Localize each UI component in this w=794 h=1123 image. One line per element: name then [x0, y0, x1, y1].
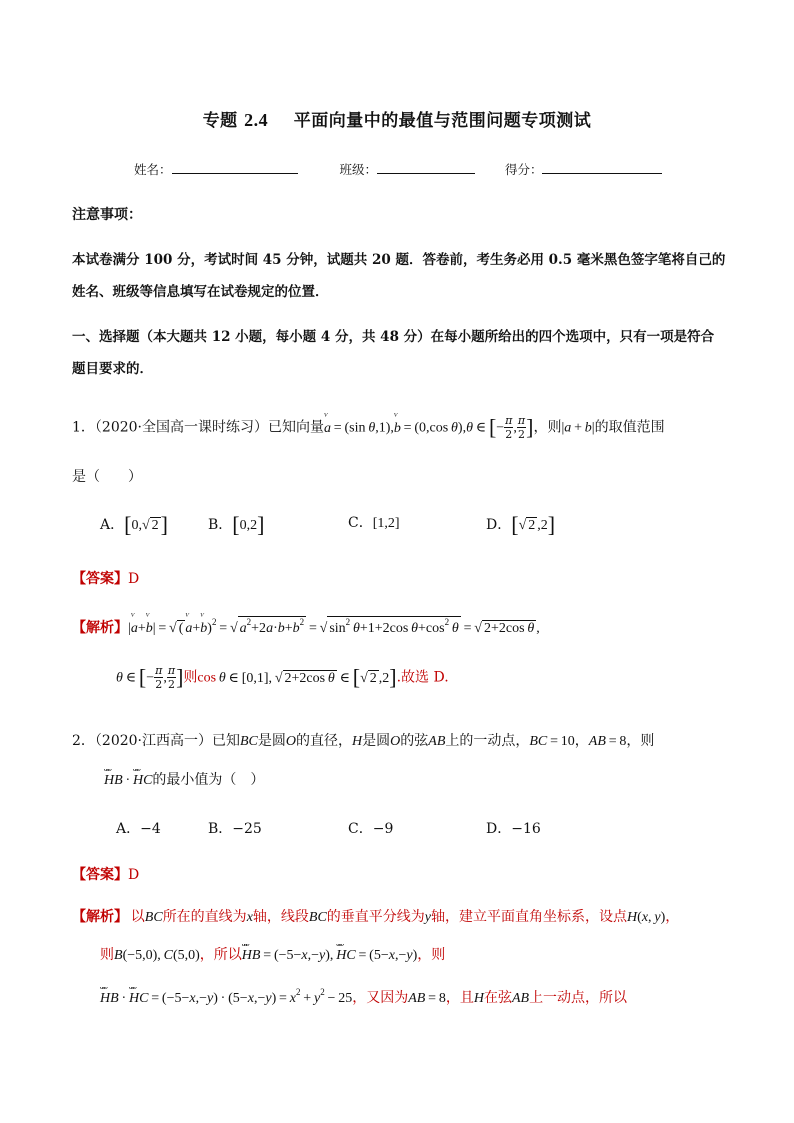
- q2-option-d[interactable]: D．−16: [486, 821, 541, 837]
- notice-line-2: 姓名、班级等信息填写在试卷规定的位置．: [72, 284, 329, 300]
- q2-analysis-line-1: 【解析】 以BC所在的直线为x轴，线段BC的垂直平分线为y轴，建立平面直角坐标系，设点H(x, y)，: [72, 909, 680, 925]
- title-text: 平面向量中的最值与范围问题专项测试: [293, 111, 592, 131]
- score-label: 得分：: [504, 162, 543, 177]
- title-prefix: 专题: [202, 111, 238, 131]
- q1-option-a[interactable]: A．[0,√ 2]: [100, 512, 168, 537]
- q2-answer: 【答案】D: [72, 867, 140, 883]
- q2-analysis-line-2: 则B(−5,0), C(5,0)，所以ᴗᴗᴗ HB = (−5−x,−y), ᴗᴗᴗ HC = (5−x,−y)，则: [100, 944, 445, 964]
- question-2-stem: 2．（2020·江西高一）已知BC是圆O的直径，H是圆O的弦AB上的一动点，BC = 10，AB = 8，则: [72, 733, 655, 749]
- notice-line-1: 本试卷满分 100 分，考试时间 45 分钟，试题共 20 题．答卷前，考生务必用 0.5 毫米黑色签字笔将自己的: [72, 252, 726, 268]
- section-heading-line-2: 题目要求的．: [72, 361, 153, 377]
- class-blank[interactable]: [377, 161, 475, 174]
- q1-analysis-line-2: θ ∈ [− $\frac{\pi}{2}$ , $\frac{\pi}{2}$ ]则cos θ ∈ [0,1], √ 2+2cos θ ∈ [√ 2 ,2].故选 D.: [116, 664, 449, 691]
- class-label: 班级：: [339, 162, 377, 177]
- student-info-line: [134, 160, 662, 178]
- q2-analysis-line-3: ᴗᴗᴗ HB · ᴗᴗᴗ HC = $(-5-x,-y) \cdot (5-x,-y) = x^2 + y^2 - 25$，又因为AB = 8，且H在弦AB上一动点，所以: [100, 987, 627, 1007]
- q2-option-b[interactable]: B．−25: [208, 821, 262, 837]
- score-blank[interactable]: [542, 161, 662, 174]
- q1-tail: 的取值范围: [594, 419, 665, 436]
- q1-analysis-line-1: 【解析】|ⱽ a+ⱽ b| = √ (ⱽ a+ⱽ b)$^2$ = √ $a^2+2a\cdot b+b^2$ = √ $\sin^2 \theta+1+2\cos$ $\theta+\cos^2$ θ = √ 2+2cos θ ,: [72, 616, 540, 637]
- notice-heading: 注意事项：: [72, 207, 142, 223]
- question-1-stem: 1．（2020·全国高一课时练习）已知向量ⱽ a = (sin θ,1),ⱽ b = (0,cos θ),θ ∈ [− $\frac{\pi}{2}$ , $\frac{\pi}{2}$ ]，则|a + b|的取值范围: [72, 414, 665, 441]
- question-2-stem-line-2: ᴗᴗᴗ HB · ᴗᴗᴗ HC的最小值为（ ）: [104, 769, 264, 789]
- question-1-stem-line-2: 是（ ）: [72, 469, 142, 485]
- q1-after: ，则: [533, 419, 562, 436]
- q2-option-c[interactable]: C．−9: [348, 821, 394, 837]
- q1-answer: 【答案】D: [72, 571, 140, 587]
- name-label: 姓名：: [134, 162, 172, 177]
- name-blank[interactable]: [172, 161, 298, 174]
- q1-prefix: 1．（2020·全国高一课时练习）已知向量: [72, 419, 324, 436]
- q1-option-b[interactable]: B．[0,2]: [208, 512, 265, 537]
- q2-option-a[interactable]: A．−4: [116, 821, 161, 837]
- q1-option-d[interactable]: D．[√ 2 ,2]: [486, 512, 556, 537]
- title-number: 2.4: [244, 110, 269, 130]
- section-heading-line-1: 一、选择题（本大题共 12 小题，每小题 4 分，共 48 分）在每小题所给出的四个选项中，只有一项是符合: [72, 329, 715, 345]
- q1-option-c[interactable]: C．[1,2]: [348, 515, 400, 531]
- page-title: [0, 106, 794, 131]
